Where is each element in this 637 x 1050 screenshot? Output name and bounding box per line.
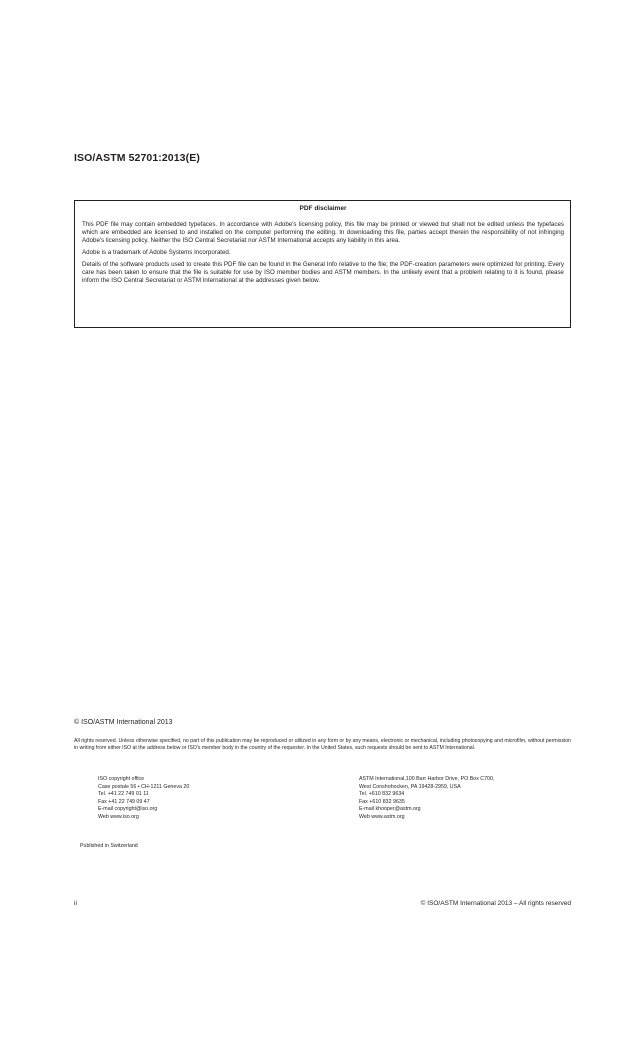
iso-fax: Fax +41 22 749 09 47 [98,798,150,805]
disclaimer-paragraph-trademark: Adobe is a trademark of Adobe Systems Incorporated. [82,249,231,256]
astm-address-block [359,776,494,821]
astm-fax: Fax +610 832 9635 [359,798,405,805]
iso-email: E-mail copyright@iso.org [98,806,158,812]
astm-web: Web www.astm.org [359,813,405,820]
iso-address-block [98,776,189,821]
astm-city: West Conshohocken, PA 19428-2959, USA [359,783,461,790]
astm-phone: Tel. +610 832 9634 [359,791,405,797]
iso-phone: Tel. +41 22 749 01 11 [98,791,149,797]
astm-email: E-mail khooper@astm.org [359,806,421,812]
disclaimer-title: PDF disclaimer [299,205,347,212]
disclaimer-paragraph-software: Details of the software products used to create this PDF file can be found in the General Info relative to the file; the PDF-creation parameters were optimized for printing. Every care has been taken to ensure that the file is suitable for use by ISO member bodies and ASTM members. In the unlikely event that a problem relating to it is found, please inform the ISO Central Secretariat or ASTM International at the addresses given below. [82,261,564,284]
copyright-line: © ISO/ASTM International 2013 [74,719,173,726]
iso-web: Web www.iso.org [98,813,139,820]
page-number: ii [74,900,77,907]
astm-street-address: ASTM International,100 Barr Harbor Drive, PO Box C700, [359,776,495,782]
footer-copyright: © ISO/ASTM International 2013 – All rights reserved [420,900,571,907]
disclaimer-paragraph-typefaces: This PDF file may contain embedded typefaces. In accordance with Adobe's licensing policy, this file may be printed or viewed but shall not be edited unless the typefaces which are embedded are licensed to and installed on the computer performing the editing. In downloading this file, parties accept therein the responsibility of not infringing Adobe's licensing policy. Neither the ISO Central Secretariat nor ASTM International accepts any liability in this area. [82,221,564,244]
pdf-disclaimer-box [74,200,571,328]
document-id: ISO/ASTM 52701:2013(E) [74,152,200,164]
rights-reserved-text: All rights reserved. Unless otherwise specified, no part of this publication may be reproduced or utilized in any form or by any means, electronic or mechanical, including photocopying and microfilm, without permission in writing from either ISO at the address below or ISO's member body in the country of the requester. In the United States, such requests should be sent to ASTM International. [74,738,571,751]
iso-postal-address: Case postale 56 • CH-1211 Geneva 20 [98,783,190,790]
published-location: Published in Switzerland [80,843,138,849]
iso-office-name: ISO copyright office [98,776,145,782]
